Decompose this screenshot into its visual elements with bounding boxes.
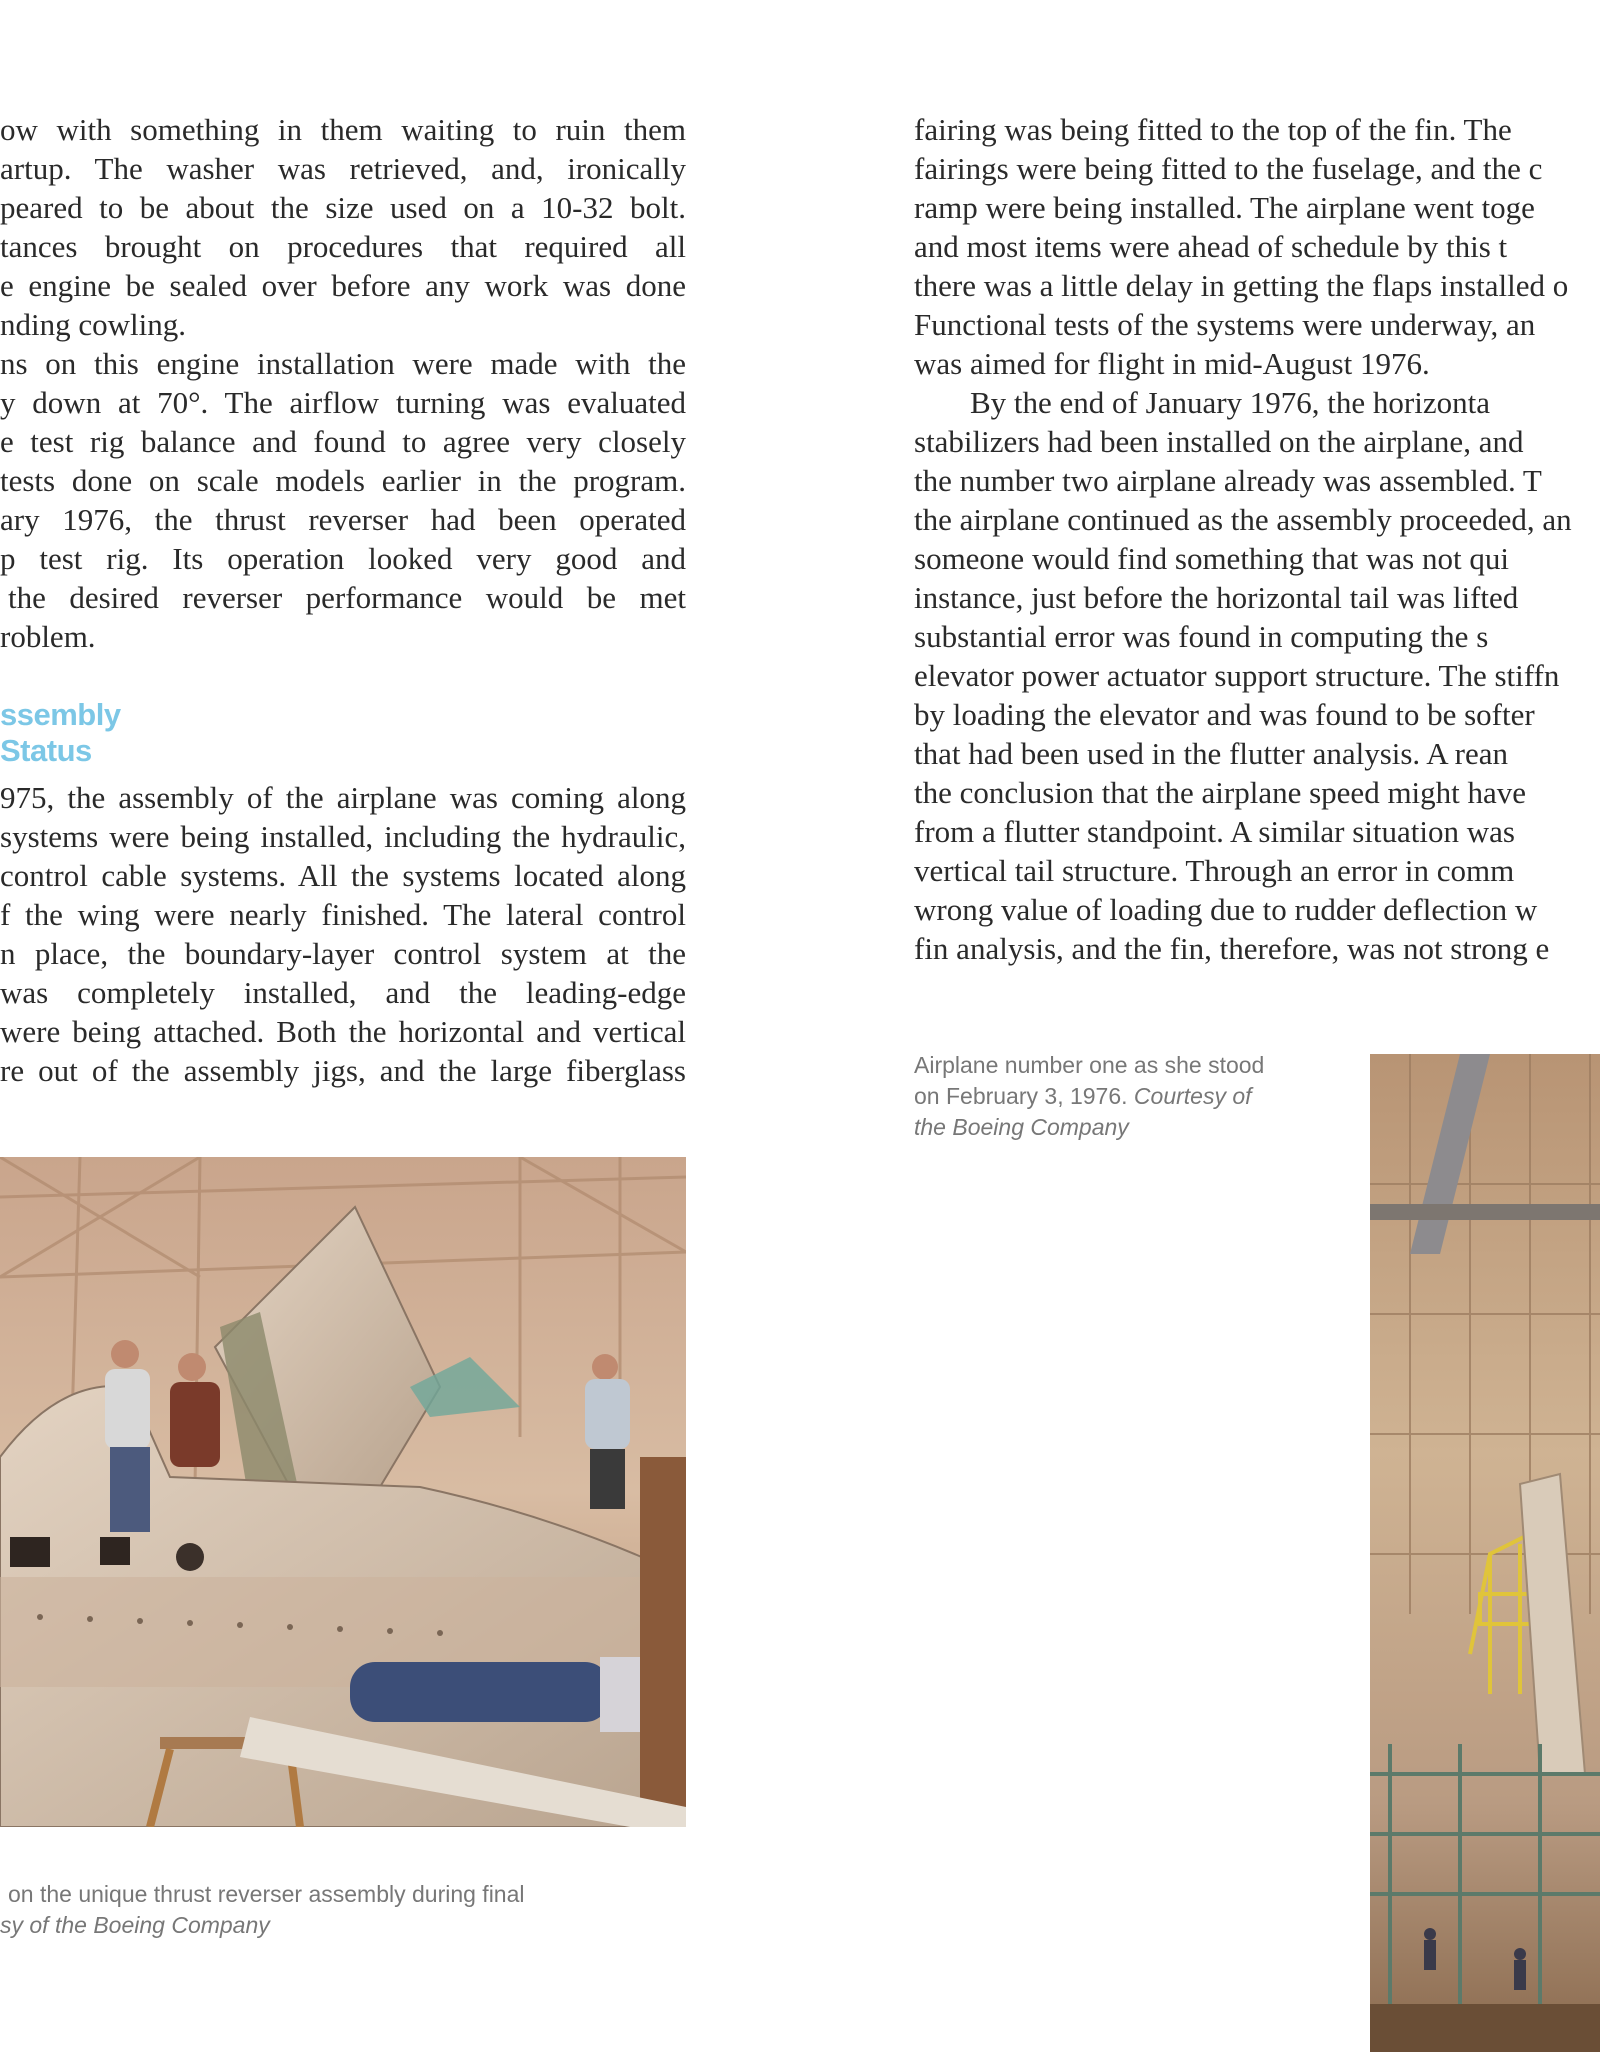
right-photo-caption-line-3 [914, 1112, 1129, 1143]
right-line-19: from a flutter standpoint. A similar situation was [914, 814, 1515, 849]
left-line-14: roblem. [0, 619, 96, 654]
left-line-2: artup. The washer was retrieved, and, ironically [0, 151, 686, 186]
left-section-line-2: systems were being installed, including the hydraulic, [0, 819, 686, 854]
left-photo-caption-line-2 [0, 1910, 270, 1941]
right-line-5: there was a little delay in getting the flaps installed o [914, 268, 1569, 303]
left-line-13: the desired reverser performance would be met [8, 580, 686, 615]
thrust-reverser-assembly-photo [0, 1157, 686, 1827]
right-line-11: the airplane continued as the assembly proceeded, an [914, 502, 1572, 537]
right-line-10: the number two airplane already was assembled. T [914, 463, 1542, 498]
right-line-17: that had been used in the flutter analysis. A rean [914, 736, 1508, 771]
left-section-line-7: were being attached. Both the horizontal and vertical [0, 1014, 686, 1049]
left-line-9: e test rig balance and found to agree very closely [0, 424, 686, 459]
right-photo-caption-line-1: Airplane number one as she stood [914, 1052, 1265, 1078]
right-line-1: fairing was being fitted to the top of the fin. The [914, 112, 1512, 147]
right-line-8: By the end of January 1976, the horizonta [970, 385, 1490, 420]
left-section-line-3: control cable systems. All the systems located along [0, 858, 686, 893]
right-line-14: substantial error was found in computing the s [914, 619, 1489, 654]
right-line-22: fin analysis, and the fin, therefore, was not strong e [914, 931, 1550, 966]
left-line-12: p test rig. Its operation looked very good and [0, 541, 686, 576]
right-line-12: someone would find something that was not qui [914, 541, 1509, 576]
left-line-4: tances brought on procedures that required all [0, 229, 686, 264]
left-line-6: nding cowling. [0, 307, 186, 342]
right-photo-caption-line-2 [914, 1081, 1252, 1112]
right-photo-caption-date: on February 3, 1976. [914, 1083, 1128, 1109]
right-photo-caption-credit-start: Courtesy of [1133, 1083, 1252, 1109]
right-line-13: instance, just before the horizontal tail was lifted [914, 580, 1519, 615]
left-line-11: ary 1976, the thrust reverser had been operated [0, 502, 686, 537]
left-line-3: peared to be about the size used on a 10-32 bolt. [0, 190, 686, 225]
left-section-line-8: re out of the assembly jigs, and the large fiberglass [0, 1053, 686, 1088]
right-line-7: was aimed for flight in mid-August 1976. [914, 346, 1430, 381]
right-line-16: by loading the elevator and was found to be softer [914, 697, 1535, 732]
left-line-5: e engine be sealed over before any work was done [0, 268, 686, 303]
left-line-1: ow with something in them waiting to ruin them [0, 112, 686, 147]
right-line-6: Functional tests of the systems were underway, an [914, 307, 1536, 342]
left-section-line-4: f the wing were nearly finished. The lateral control [0, 897, 686, 932]
left-section-line-1: 975, the assembly of the airplane was coming along [0, 780, 686, 815]
right-line-15: elevator power actuator support structure. The stiffn [914, 658, 1560, 693]
right-line-3: ramp were being installed. The airplane went toge [914, 190, 1535, 225]
left-line-7: ns on this engine installation were made with the [0, 346, 686, 381]
right-photo-caption-credit-end: the Boeing Company [914, 1114, 1129, 1140]
right-line-20: vertical tail structure. Through an error in comm [914, 853, 1515, 888]
left-photo-caption-line-1: on the unique thrust reverser assembly during final [8, 1881, 525, 1907]
left-line-8: y down at 70°. The airflow turning was evaluated [0, 385, 686, 420]
left-line-10: tests done on scale models earlier in the program. [0, 463, 686, 498]
right-line-18: the conclusion that the airplane speed might have [914, 775, 1527, 810]
right-line-2: fairings were being fitted to the fuselage, and the c [914, 151, 1543, 186]
left-photo-caption-credit: sy of the Boeing Company [0, 1912, 270, 1938]
section-heading: ssembly Status [0, 697, 121, 768]
left-section-line-6: was completely installed, and the leading-edge [0, 975, 686, 1010]
left-section-line-5: n place, the boundary-layer control system at the [0, 936, 686, 971]
airplane-number-one-photo [1370, 1054, 1600, 2052]
right-line-4: and most items were ahead of schedule by this t [914, 229, 1508, 264]
right-line-21: wrong value of loading due to rudder deflection w [914, 892, 1538, 927]
right-line-9: stabilizers had been installed on the airplane, and [914, 424, 1524, 459]
